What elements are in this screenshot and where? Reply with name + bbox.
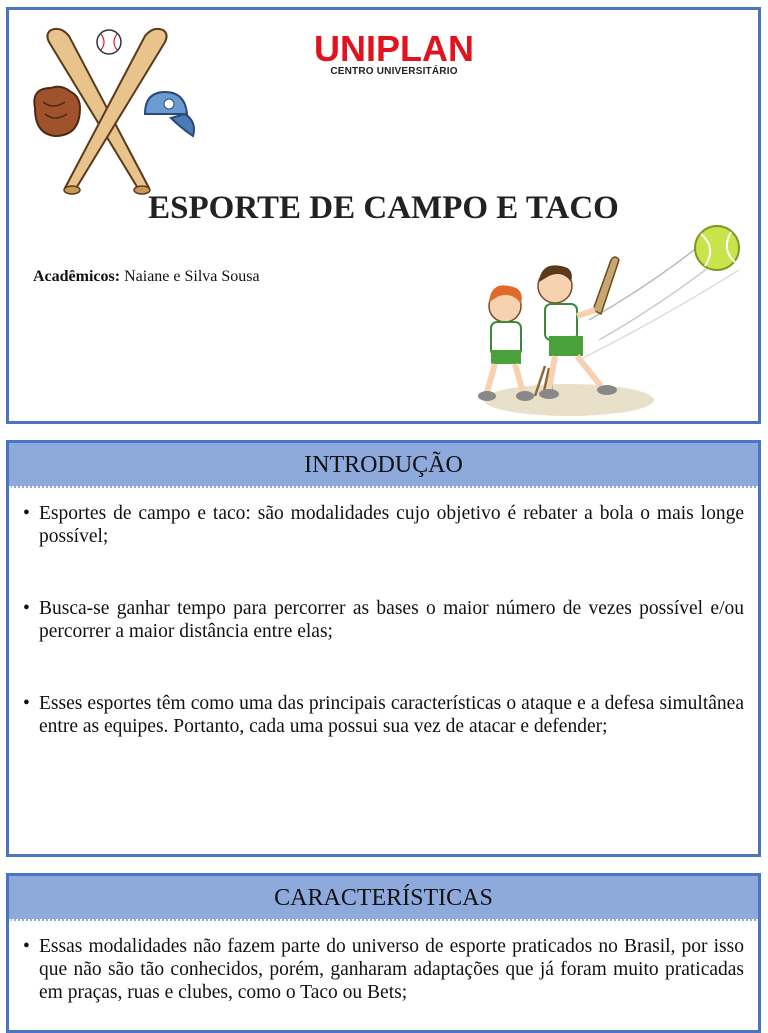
authors-names: Naiane e Silva Sousa: [120, 268, 260, 285]
bullet-list: [9, 921, 758, 1004]
kids-playing-icon: [469, 210, 749, 420]
list-item: • Esportes de campo e taco: são modalidades cujo objetivo é rebater a bola o mais longe possível;: [23, 502, 744, 548]
page-title: ESPORTE DE CAMPO E TACO: [148, 190, 619, 226]
logo-subtitle: CENTRO UNIVERSITÁRIO: [330, 66, 458, 77]
section-header: CARACTERÍSTICAS: [9, 876, 758, 921]
introduction-slide: [6, 440, 761, 857]
authors-label: Acadêmicos:: [33, 268, 121, 285]
list-item: • Busca-se ganhar tempo para percorrer as bases o maior número de vezes possível e/ou percorrer a maior distância entre elas;: [23, 597, 744, 643]
title-slide: [6, 7, 761, 424]
characteristics-slide: [6, 873, 761, 1033]
baseball-bats-icon: [21, 18, 201, 198]
bullet-list: [9, 488, 758, 738]
authors: [33, 268, 260, 286]
list-item: • Esses esportes têm como uma das principais características o ataque e a defesa simultânea entre as equipes. Portanto, cada uma possui sua vez de atacar e defender;: [23, 692, 744, 738]
section-header: INTRODUÇÃO: [9, 443, 758, 488]
list-item: • Essas modalidades não fazem parte do universo de esporte praticados no Brasil, por isso que não são tão conhecidos, porém, ganharam adaptações que já foram muito praticadas em praças, ruas e clubes, como o Taco ou Bets;: [23, 935, 744, 1004]
uniplan-logo: [299, 30, 489, 77]
logo-name: UNIPLAN: [314, 28, 474, 69]
